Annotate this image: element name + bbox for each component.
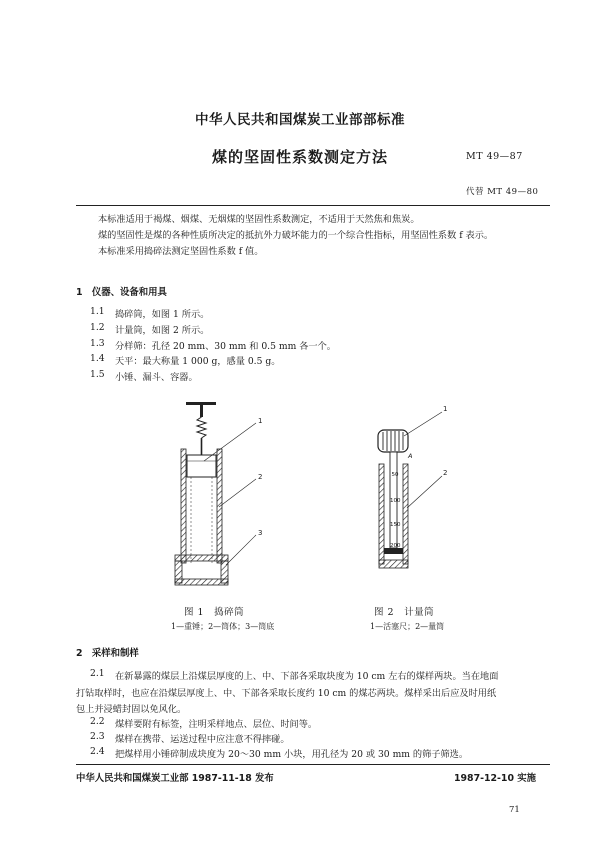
figure-2-caption: 图 2 计量筒 bbox=[374, 607, 435, 618]
figure-2-measuring-cylinder bbox=[370, 400, 460, 585]
measure-wall-right bbox=[403, 464, 408, 564]
effective-date: 1987-12-10 实施 bbox=[454, 773, 536, 784]
cylinder-wall-right bbox=[217, 449, 222, 563]
item-1-3-number: 1.3 bbox=[90, 338, 105, 349]
standard-number: MT 49—87 bbox=[466, 151, 523, 162]
item-2-4-text: 把煤样用小锤碎制成块度为 20～30 mm 小块，用孔径为 20 或 30 mm 的筛子筛选。 bbox=[115, 749, 469, 760]
header-rule bbox=[76, 205, 550, 206]
figure-2-legend: 1—活塞尺；2—量筒 bbox=[370, 622, 445, 631]
weight bbox=[187, 455, 216, 477]
replaces-note: 代替 MT 49—80 bbox=[466, 187, 539, 197]
item-1-5-text: 小锤、漏斗、容器。 bbox=[115, 372, 198, 383]
item-1-2-number: 1.2 bbox=[90, 322, 105, 333]
item-2-1-line-1: 在新暴露的煤层上沿煤层厚度的上、中、下部各采取块度为 10 cm 左右的煤样两块。当在地面 bbox=[115, 671, 499, 682]
fig2-callout-1: 1 bbox=[443, 405, 448, 413]
figure-1-crushing-cylinder bbox=[170, 395, 280, 595]
item-1-4-text: 天平：最大称量 1 000 g，感量 0.5 g。 bbox=[115, 356, 281, 367]
spring bbox=[197, 417, 206, 438]
item-2-1-line-2: 打钻取样时，也应在沿煤层厚度上、中、下部各采取长度约 10 cm 的煤芯两块。煤样采出后应及时用纸 bbox=[76, 688, 497, 699]
item-2-4-number: 2.4 bbox=[90, 746, 105, 757]
page-number: 71 bbox=[509, 805, 520, 815]
item-2-2-number: 2.2 bbox=[90, 716, 105, 727]
item-1-2-text: 计量筒，如图 2 所示。 bbox=[115, 325, 210, 336]
fig1-callout-3: 3 bbox=[258, 529, 263, 537]
issued-date: 中华人民共和国煤炭工业部 1987-11-18 发布 bbox=[76, 773, 274, 784]
item-2-1-line-3: 包上并浸蜡封固以免风化。 bbox=[76, 704, 187, 715]
footer-rule bbox=[76, 764, 550, 765]
intro-paragraph-3: 本标准采用捣碎法测定坚固性系数 f 值。 bbox=[98, 246, 264, 257]
item-2-1-number: 2.1 bbox=[90, 668, 105, 679]
item-2-3-text: 煤样在携带、运送过程中应注意不得摔碰。 bbox=[115, 734, 290, 745]
item-2-3-number: 2.3 bbox=[90, 731, 105, 742]
intro-paragraph-1: 本标准适用于褐煤、烟煤、无烟煤的坚固性系数测定，不适用于天然焦和焦炭。 bbox=[98, 214, 420, 225]
measure-base bbox=[379, 560, 408, 568]
scale-label-150: 150 bbox=[390, 522, 401, 528]
item-1-4-number: 1.4 bbox=[90, 353, 105, 364]
cylinder-base bbox=[175, 555, 228, 561]
item-1-1-text: 捣碎筒，如图 1 所示。 bbox=[115, 309, 210, 320]
measure-wall-left bbox=[379, 464, 384, 564]
scale-label-100: 100 bbox=[390, 498, 401, 504]
figure-1-caption: 图 1 捣碎筒 bbox=[184, 607, 245, 618]
scale-label-200: 200 bbox=[390, 543, 401, 549]
fig2-callout-2: 2 bbox=[443, 469, 448, 477]
item-2-2-text: 煤样要附有标签，注明采样地点、层位、时间等。 bbox=[115, 719, 318, 730]
marker-a: A bbox=[408, 452, 413, 460]
section-1-heading: 1 仪器、设备和用具 bbox=[76, 287, 167, 298]
fig1-callout-2: 2 bbox=[258, 473, 263, 481]
weight-handle bbox=[186, 402, 216, 405]
item-1-5-number: 1.5 bbox=[90, 369, 105, 380]
item-1-3-text: 分样筛：孔径 20 mm、30 mm 和 0.5 mm 各一个。 bbox=[115, 341, 336, 352]
fig1-callout-1: 1 bbox=[258, 417, 263, 425]
item-1-1-number: 1.1 bbox=[90, 306, 105, 317]
figure-1-legend: 1—重锤；2—筒体；3—筒底 bbox=[171, 622, 275, 631]
piston-knob bbox=[378, 430, 408, 452]
issuer-heading: 中华人民共和国煤炭工业部部标准 bbox=[195, 112, 405, 128]
scale-label-50: 50 bbox=[391, 472, 399, 478]
document-title: 煤的坚固性系数测定方法 bbox=[211, 148, 388, 166]
intro-paragraph-2: 煤的坚固性是煤的各种性质所决定的抵抗外力破坏能力的一个综合性指标，用坚固性系数 f 表示。 bbox=[98, 230, 494, 241]
cylinder-wall-left bbox=[181, 449, 186, 563]
section-2-heading: 2 采样和制样 bbox=[76, 648, 139, 659]
